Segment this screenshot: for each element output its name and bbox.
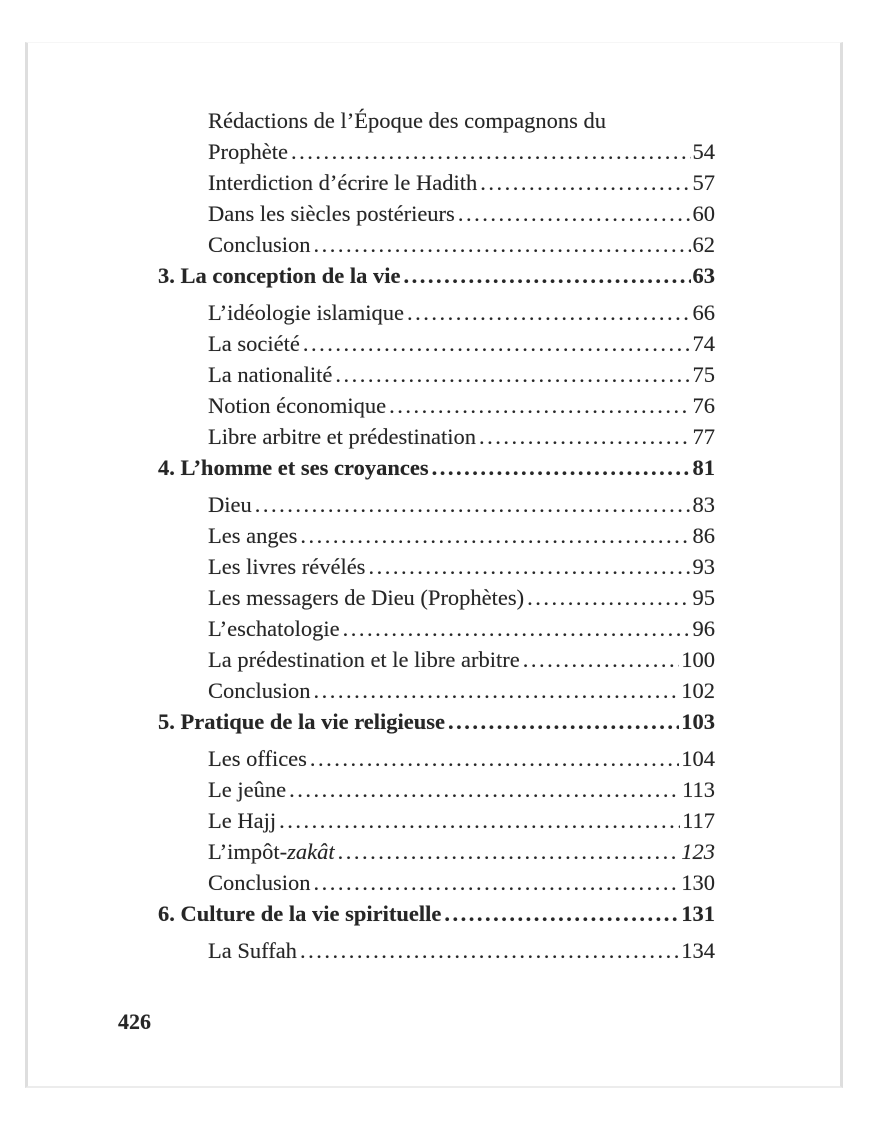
toc-entry [158, 390, 715, 421]
toc-entry-title-text: La société [208, 331, 300, 356]
toc-entry-page: 76 [692, 393, 715, 418]
toc-entry-title [158, 898, 441, 929]
toc-leader-dots [448, 706, 679, 737]
toc-entry-page: 83 [692, 492, 715, 517]
toc-entry-title-text: Le Hajj [208, 808, 277, 833]
toc-leader-dots [300, 935, 679, 966]
toc-entry-title-text: Dieu [208, 492, 252, 517]
toc-entry-title [208, 489, 252, 520]
toc-entry-title [208, 935, 297, 966]
toc-entry [158, 260, 715, 291]
toc-entry-page: 81 [692, 455, 715, 480]
toc-entry-title [158, 452, 429, 483]
toc-entry [158, 805, 715, 836]
toc-entry-title [208, 297, 404, 328]
toc-entry [158, 675, 715, 706]
toc-entry-title-text: Les offices [208, 746, 307, 771]
toc-entry-title-text: Le jeûne [208, 777, 287, 802]
toc-entry-page: 102 [681, 678, 715, 703]
toc-entry-title [208, 421, 476, 452]
toc-entry-title-text: Conclusion [208, 232, 311, 257]
toc-leader-dots [291, 136, 691, 167]
toc-entry-title [158, 260, 401, 291]
toc-entry-title [208, 644, 520, 675]
toc-leader-dots [404, 260, 691, 291]
toc-leader-dots [458, 198, 691, 229]
toc-entry [158, 706, 715, 737]
toc-entry [158, 297, 715, 328]
toc-entry [158, 644, 715, 675]
page-number-footer: 426 [118, 1009, 151, 1034]
toc-leader-dots [444, 898, 679, 929]
toc-entry-title-text: 6. Culture de la vie spirituelle [158, 901, 442, 926]
toc-entry [158, 359, 715, 390]
toc-entry-title-text: 4. L’homme et ses croyances [158, 455, 429, 480]
toc-entry [158, 229, 715, 260]
toc-leader-dots [255, 489, 691, 520]
toc-entry-page: 77 [692, 424, 715, 449]
toc-entry-page: 96 [692, 616, 715, 641]
toc-entry-title-text: L’idéologie islamique [208, 300, 405, 325]
toc-entry-page: 117 [682, 808, 715, 833]
toc-entry [158, 105, 715, 136]
toc-leader-dots [389, 390, 690, 421]
toc-entry-page: 103 [681, 709, 715, 734]
table-of-contents [158, 105, 715, 966]
toc-entry-title-text: Conclusion [208, 870, 311, 895]
toc-entry-title-text: 3. La conception de la vie [158, 263, 401, 288]
toc-leader-dots [343, 613, 691, 644]
toc-entry [158, 489, 715, 520]
toc-entry-page: 74 [692, 331, 715, 356]
toc-entry-title-text: Les livres révélés [208, 554, 366, 579]
toc-entry-title-text: Dans les siècles postérieurs [208, 201, 455, 226]
toc-entry-title [208, 774, 286, 805]
toc-entry-title [208, 198, 455, 229]
toc-leader-dots [314, 867, 680, 898]
toc-entry [158, 421, 715, 452]
toc-entry [158, 836, 715, 867]
toc-entry-page: 104 [681, 746, 715, 771]
toc-entry-title-text: L’impôt- [208, 839, 288, 864]
toc-entry-title-text: La Suffah [208, 938, 297, 963]
toc-entry-title-text: Interdiction d’écrire le Hadith [208, 170, 478, 195]
toc-entry-page: 66 [692, 300, 715, 325]
toc-leader-dots [314, 229, 691, 260]
toc-entry-title-text: Prophète [208, 139, 288, 164]
toc-leader-dots [368, 551, 690, 582]
toc-entry [158, 551, 715, 582]
toc-leader-dots [289, 774, 680, 805]
toc-leader-dots [279, 805, 680, 836]
toc-entry-page: 60 [692, 201, 715, 226]
toc-entry [158, 582, 715, 613]
toc-leader-dots [338, 836, 680, 867]
toc-entry-page: 95 [692, 585, 715, 610]
toc-entry-page: 54 [692, 139, 715, 164]
toc-entry-page: 57 [692, 170, 715, 195]
toc-leader-dots [523, 644, 680, 675]
toc-entry-title [208, 229, 311, 260]
toc-entry-title [208, 743, 307, 774]
toc-entry-page: 100 [681, 647, 715, 672]
toc-entry [158, 867, 715, 898]
toc-leader-dots [300, 520, 690, 551]
toc-entry-title [208, 675, 311, 706]
toc-entry-title [208, 613, 340, 644]
toc-entry [158, 898, 715, 929]
toc-entry-title-text: L’eschatologie [208, 616, 340, 641]
toc-leader-dots [432, 452, 691, 483]
toc-leader-dots [303, 328, 691, 359]
toc-entry-title [158, 706, 445, 737]
toc-entry-page: 62 [692, 232, 715, 257]
toc-leader-dots [314, 675, 680, 706]
toc-entry-title [208, 105, 606, 136]
toc-entry [158, 613, 715, 644]
toc-entry-title [208, 167, 477, 198]
toc-entry-title [208, 805, 276, 836]
toc-entry [158, 520, 715, 551]
toc-entry-title [208, 328, 300, 359]
toc-entry-title [208, 582, 524, 613]
scanned-book-page [25, 42, 843, 1088]
toc-entry [158, 167, 715, 198]
toc-entry-page: 134 [681, 938, 715, 963]
toc-entry-title-italic: zakât [287, 839, 335, 864]
toc-entry [158, 198, 715, 229]
toc-leader-dots [335, 359, 690, 390]
toc-entry [158, 328, 715, 359]
toc-leader-dots [480, 167, 690, 198]
toc-entry-title-text: Rédactions de l’Époque des compagnons du [208, 108, 607, 133]
toc-entry-title [208, 136, 288, 167]
toc-entry-page: 63 [692, 263, 715, 288]
toc-entry-title-text: La prédestination et le libre arbitre [208, 647, 520, 672]
toc-entry [158, 774, 715, 805]
toc-entry-page: 123 [681, 839, 715, 864]
toc-entry-title-text: 5. Pratique de la vie religieuse [158, 709, 446, 734]
toc-entry-title-text: La nationalité [208, 362, 333, 387]
toc-entry [158, 743, 715, 774]
toc-entry-page: 131 [681, 901, 715, 926]
toc-entry-title-text: Les anges [208, 523, 298, 548]
toc-entry-title [208, 867, 311, 898]
toc-entry-title [208, 551, 365, 582]
toc-leader-dots [527, 582, 690, 613]
toc-entry [158, 935, 715, 966]
toc-entry-title-text: Conclusion [208, 678, 311, 703]
toc-entry-page: 130 [681, 870, 715, 895]
toc-leader-dots [479, 421, 690, 452]
toc-entry-title-text: Libre arbitre et prédestination [208, 424, 477, 449]
toc-entry-title-text: Les messagers de Dieu (Prophètes) [208, 585, 525, 610]
toc-entry-title [208, 390, 386, 421]
toc-entry-page: 113 [682, 777, 715, 802]
toc-entry-title-text: Notion économique [208, 393, 387, 418]
toc-entry-title [208, 520, 297, 551]
toc-entry [158, 136, 715, 167]
toc-entry-title [208, 836, 335, 867]
toc-entry-page: 75 [692, 362, 715, 387]
toc-entry [158, 452, 715, 483]
toc-leader-dots [407, 297, 690, 328]
toc-entry-title [208, 359, 332, 390]
toc-leader-dots [310, 743, 679, 774]
toc-entry-page: 86 [692, 523, 715, 548]
toc-entry-page: 93 [692, 554, 715, 579]
